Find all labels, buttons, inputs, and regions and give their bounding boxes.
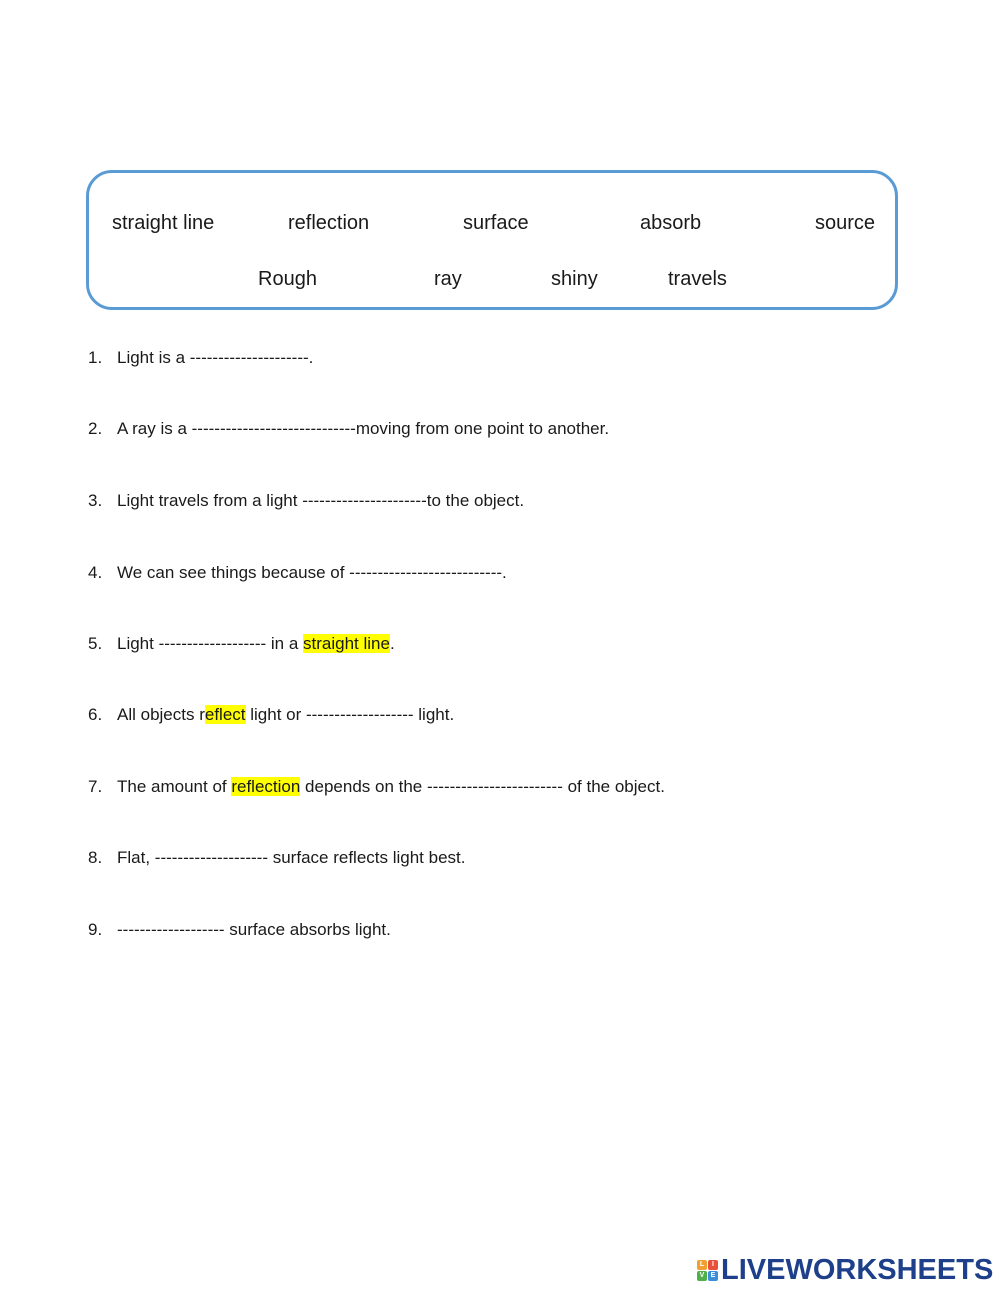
question-text: ------------------- surface absorbs light. [117, 920, 391, 939]
word-bank-item: source [815, 212, 876, 234]
word-bank-item: ray [434, 268, 462, 290]
logo-text: LIVEWORKSHEETS [721, 1253, 994, 1286]
question-8 [88, 847, 465, 869]
word-bank-item: surface [463, 212, 529, 234]
word-bank-item: shiny [551, 268, 598, 290]
question-3 [88, 490, 524, 512]
question-4 [88, 562, 507, 584]
question-number: 5. [88, 634, 103, 653]
word-bank-item: Rough [258, 268, 317, 290]
question-text: Light ------------------- in a [117, 634, 304, 653]
word-bank-item: reflection [288, 212, 370, 234]
word-bank-box [86, 170, 898, 310]
question-number: 6. [88, 705, 103, 724]
question-5 [88, 633, 395, 655]
liveworksheets-logo [697, 1254, 993, 1286]
question-text: Light travels from a light ----------------------to the object. [117, 491, 525, 510]
question-text: Light is a ---------------------. [117, 348, 314, 367]
question-7 [88, 776, 665, 798]
question-6 [88, 704, 454, 726]
question-number: 3. [88, 491, 103, 510]
question-text: depends on the ------------------------ of the object. [300, 777, 665, 796]
question-text: We can see things because of ---------------------------. [117, 563, 507, 582]
question-text: All objects r [117, 705, 205, 724]
question-number: 1. [88, 348, 103, 367]
question-text: Flat, -------------------- surface reflects light best. [117, 848, 466, 867]
question-2 [88, 418, 609, 440]
highlighted-word: eflect [204, 705, 246, 724]
question-text: . [389, 634, 395, 653]
logo-blocks-icon: L I V E [697, 1260, 718, 1281]
question-1 [88, 347, 313, 369]
question-9 [88, 919, 391, 941]
word-bank-item: travels [668, 268, 727, 290]
question-number: 7. [88, 777, 103, 796]
highlighted-word: straight line [303, 634, 390, 653]
question-text: A ray is a -----------------------------moving from one point to another. [117, 419, 610, 438]
question-number: 9. [88, 920, 103, 939]
word-bank-item: absorb [640, 212, 702, 234]
word-bank-item: straight line [112, 212, 215, 234]
question-text: light or ------------------- light. [245, 705, 455, 724]
question-number: 4. [88, 563, 103, 582]
question-number: 2. [88, 419, 103, 438]
question-number: 8. [88, 848, 103, 867]
highlighted-word: reflection [231, 777, 301, 796]
question-text: The amount of [117, 777, 232, 796]
